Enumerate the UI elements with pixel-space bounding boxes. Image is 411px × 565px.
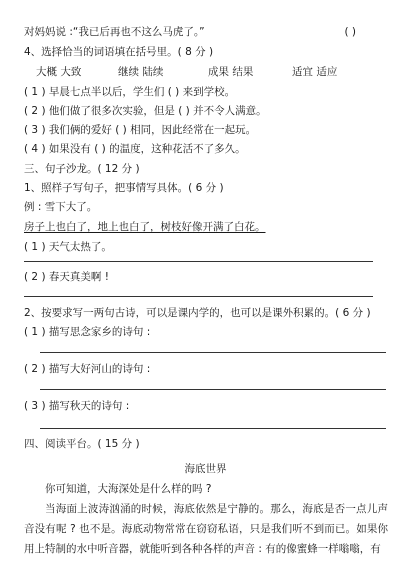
s3-q1-item: ( 2 ) 春天真美啊 !: [24, 271, 109, 283]
s3-q2-title: 2、按要求写一两句古诗，可以是课内学的，也可以是课外积累的。( 6 分 ): [24, 307, 371, 319]
q4-item: ( 2 ) 他们做了很多次实验，但是 ( ) 并不令人满意。: [24, 105, 267, 117]
answer-line: [40, 389, 386, 390]
section-3-title: 三、句子沙龙。( 12 分 ): [24, 163, 140, 175]
passage-paragraph: 当海面上波涛汹涌的时候，海底依然是宁静的。那么，海底是否一点儿声音没有呢 ? 也不是。海底动物常常在窃窃私语，只是我们听不到而已。如果你用上特制的水中听音器，就能听到各种各样的声音 : 有的像蜜蜂一样嗡嗡，有: [24, 503, 388, 555]
q4-title: 4、选择恰当的词语填在括号里。( 8 分 ): [24, 46, 214, 58]
s3-q2-item: ( 3 ) 描写秋天的诗句 :: [24, 400, 130, 412]
answer-line: [40, 352, 386, 353]
answer-line: [40, 428, 386, 429]
s3-q2-item: ( 2 ) 描写大好河山的诗句 :: [24, 363, 151, 375]
q4-item: ( 3 ) 我们俩的爱好 ( ) 相同，因此经常在一起玩。: [24, 124, 257, 136]
section-4-title: 四、阅读平台。( 15 分 ): [24, 438, 140, 450]
passage-paragraph: 你可知道，大海深处是什么样的吗 ?: [45, 483, 212, 495]
s3-q2-item: ( 1 ) 描写思念家乡的诗句 :: [24, 326, 151, 338]
example-sentence: 例 : 雪下大了。: [24, 201, 98, 213]
answer-line: [24, 296, 373, 297]
prev-line: 对妈妈说 :“我已后再也不这么马虎了。”: [24, 26, 205, 38]
answer-line: [24, 261, 373, 262]
s3-q1-title: 1、照样子写句子，把事情写具体。( 6 分 ): [24, 182, 224, 194]
word-option: 适宜 适应: [292, 66, 338, 78]
q4-item: ( 4 ) 如果没有 ( ) 的温度，这种花活不了多久。: [24, 143, 246, 155]
word-option: 成果 结果: [208, 66, 254, 78]
answer-paren: ( ): [344, 26, 356, 38]
q4-item: ( 1 ) 早晨七点半以后，学生们 ( ) 来到学校。: [24, 86, 236, 98]
passage-title: 海底世界: [184, 463, 227, 475]
word-option: 继续 陆续: [118, 66, 164, 78]
s3-q1-item: ( 1 ) 天气太热了。: [24, 241, 112, 253]
word-option: 大概 大致: [36, 66, 82, 78]
example-answer: 房子上也白了，地上也白了，树枝好像开满了白花。: [24, 221, 266, 233]
